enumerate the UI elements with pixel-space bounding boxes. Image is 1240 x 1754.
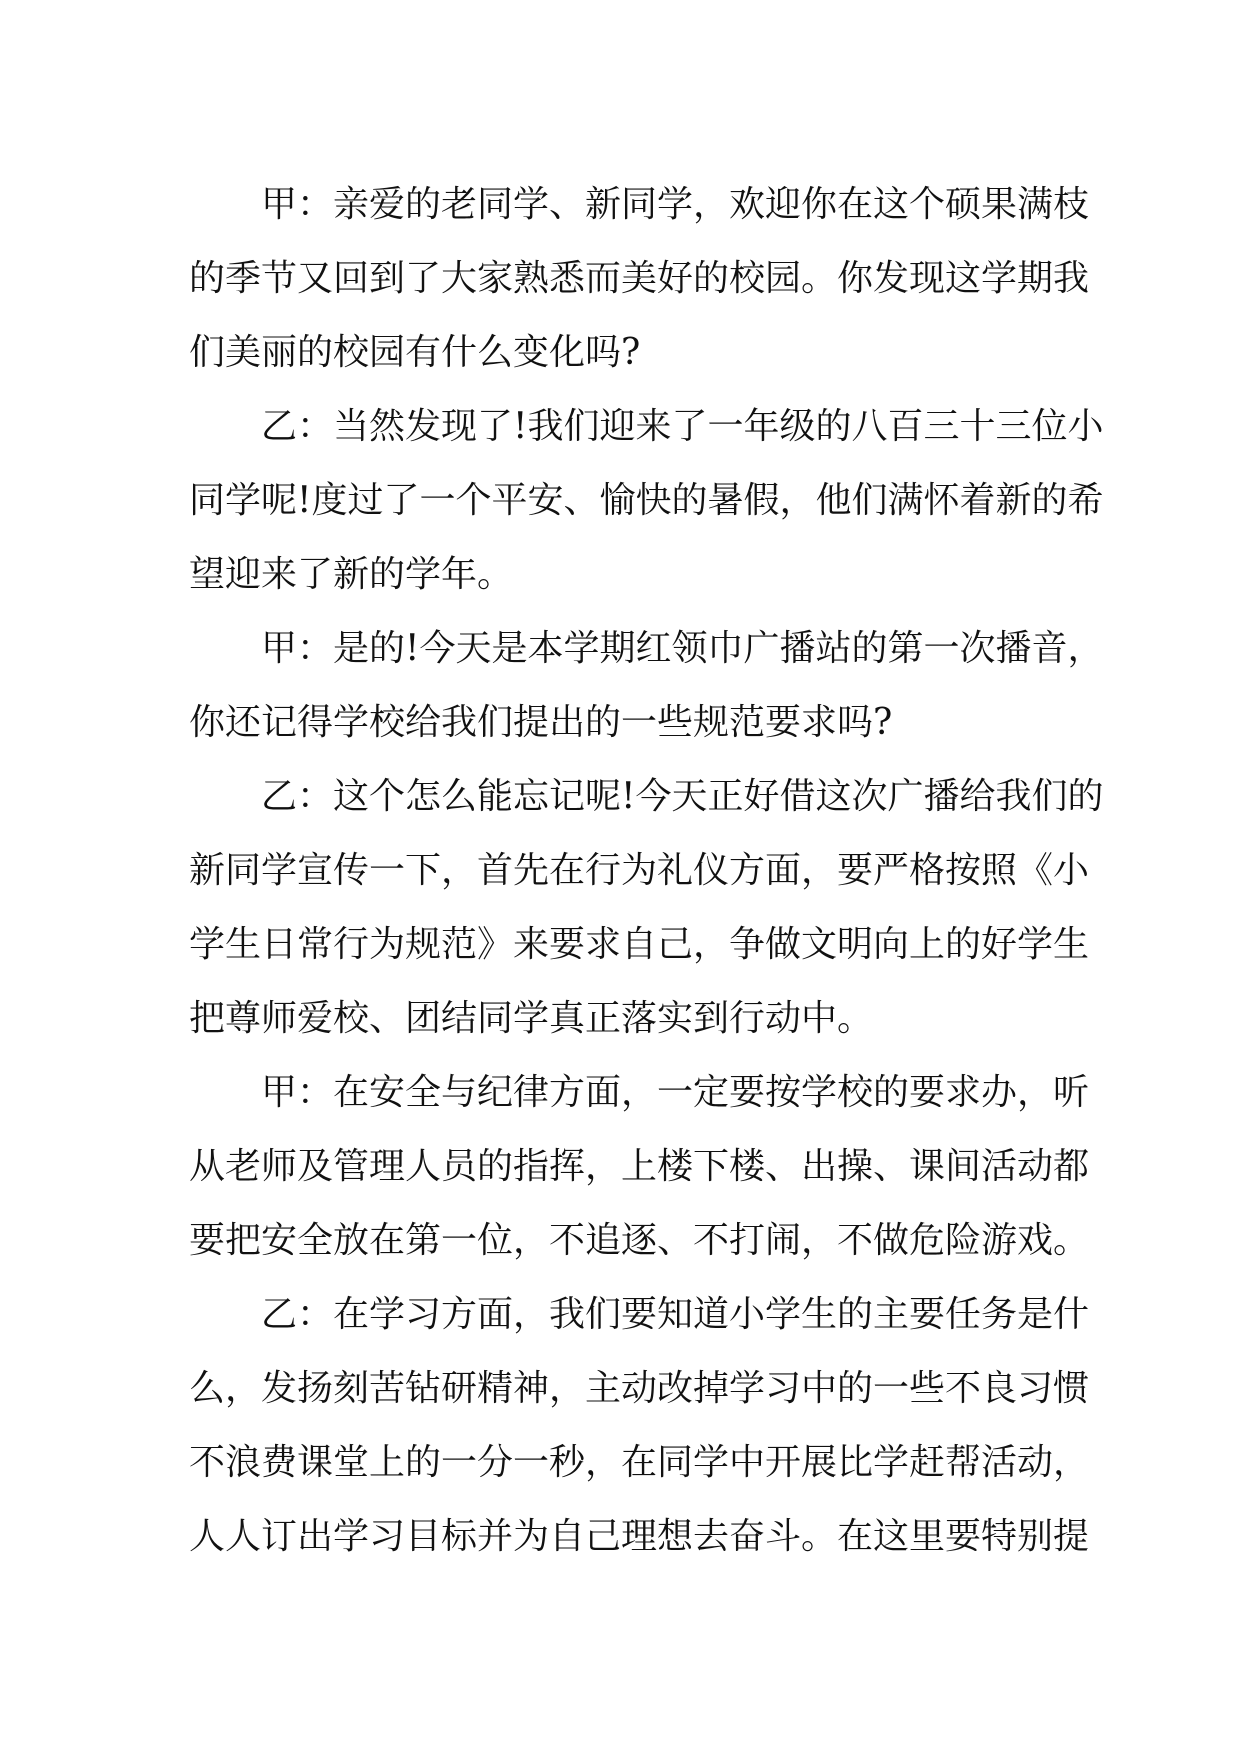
text-line: 乙：在学习方面，我们要知道小学生的主要任务是什 xyxy=(261,1294,1090,1335)
document-body xyxy=(189,168,1104,1574)
text-line: 甲：是的!今天是本学期红领巾广播站的第一次播音， xyxy=(261,628,1104,669)
text-line: 新同学宣传一下，首先在行为礼仪方面，要严格按照《小 xyxy=(189,850,1090,891)
text-line: 同学呢!度过了一个平安、愉快的暑假，他们满怀着新的希 xyxy=(189,480,1104,521)
text-line: 甲：亲爱的老同学、新同学，欢迎你在这个硕果满枝 xyxy=(261,184,1090,225)
text-line: 人人订出学习目标并为自己理想去奋斗。在这里要特别提 xyxy=(189,1516,1090,1557)
text-line: 把尊师爱校、团结同学真正落实到行动中。 xyxy=(189,998,874,1039)
text-line: 望迎来了新的学年。 xyxy=(189,554,514,595)
text-line: 们美丽的校园有什么变化吗? xyxy=(189,332,641,373)
text-line: 的季节又回到了大家熟悉而美好的校园。你发现这学期我 xyxy=(189,258,1090,299)
text-line: 乙：当然发现了!我们迎来了一年级的八百三十三位小 xyxy=(261,406,1104,447)
text-line: 学生日常行为规范》来要求自己，争做文明向上的好学生 xyxy=(189,924,1090,965)
text-line: 你还记得学校给我们提出的一些规范要求吗? xyxy=(189,702,893,743)
text-line: 甲：在安全与纪律方面，一定要按学校的要求办，听 xyxy=(261,1072,1090,1113)
text-line: 么，发扬刻苦钻研精神，主动改掉学习中的一些不良习惯 xyxy=(189,1368,1090,1409)
text-line: 从老师及管理人员的指挥，上楼下楼、出操、课间活动都 xyxy=(189,1146,1090,1187)
text-line: 不浪费课堂上的一分一秒，在同学中开展比学赶帮活动， xyxy=(189,1442,1090,1483)
text-line: 要把安全放在第一位，不追逐、不打闹，不做危险游戏。 xyxy=(189,1220,1090,1261)
text-line: 乙：这个怎么能忘记呢!今天正好借这次广播给我们的 xyxy=(261,776,1104,817)
